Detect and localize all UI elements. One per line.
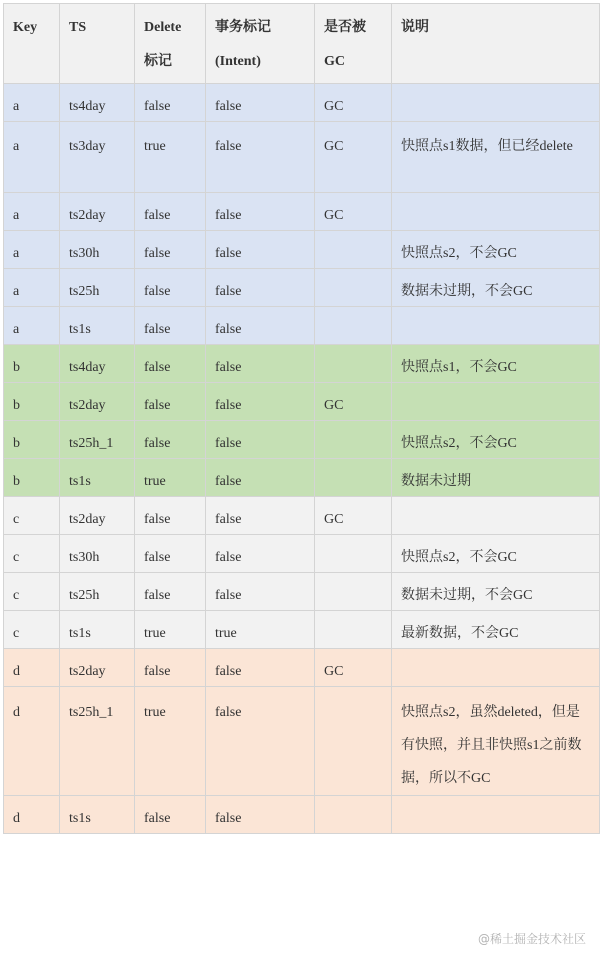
header-note: 说明 — [392, 4, 600, 84]
cell-gc — [315, 459, 392, 497]
table-row — [4, 84, 600, 122]
cell-intent: false — [206, 269, 315, 307]
header-ts: TS — [60, 4, 135, 84]
cell-gc: GC — [315, 193, 392, 231]
cell-gc — [315, 421, 392, 459]
cell-intent: true — [206, 611, 315, 649]
cell-ts: ts2day — [60, 649, 135, 687]
cell-note: 快照点s2，不会GC — [392, 231, 600, 269]
header-gc: 是否被 GC — [315, 4, 392, 84]
cell-gc — [315, 796, 392, 834]
table-row — [4, 573, 600, 611]
table-row — [4, 345, 600, 383]
cell-note — [392, 649, 600, 687]
cell-delete: false — [135, 535, 206, 573]
cell-key: d — [4, 649, 60, 687]
cell-ts: ts1s — [60, 796, 135, 834]
table-row — [4, 459, 600, 497]
table-row — [4, 649, 600, 687]
cell-note — [392, 84, 600, 122]
cell-note: 快照点s1数据，但已经delete — [392, 122, 600, 193]
gc-table — [3, 3, 600, 834]
table-row — [4, 421, 600, 459]
cell-ts: ts2day — [60, 383, 135, 421]
cell-key: a — [4, 269, 60, 307]
cell-ts: ts25h_1 — [60, 687, 135, 796]
table-body — [4, 84, 600, 834]
cell-intent: false — [206, 459, 315, 497]
table-row — [4, 122, 600, 193]
table-row — [4, 611, 600, 649]
cell-ts: ts30h — [60, 231, 135, 269]
cell-delete: false — [135, 307, 206, 345]
cell-gc — [315, 231, 392, 269]
cell-delete: true — [135, 611, 206, 649]
cell-gc — [315, 573, 392, 611]
cell-note: 数据未过期，不会GC — [392, 269, 600, 307]
table-header-row — [4, 4, 600, 84]
cell-note — [392, 383, 600, 421]
cell-note — [392, 193, 600, 231]
cell-key: d — [4, 796, 60, 834]
cell-delete: false — [135, 649, 206, 687]
cell-delete: false — [135, 497, 206, 535]
header-key: Key — [4, 4, 60, 84]
cell-delete: false — [135, 796, 206, 834]
cell-gc — [315, 345, 392, 383]
cell-gc: GC — [315, 649, 392, 687]
cell-note: 快照点s2，不会GC — [392, 535, 600, 573]
cell-delete: true — [135, 459, 206, 497]
cell-intent: false — [206, 497, 315, 535]
cell-gc — [315, 687, 392, 796]
table-row — [4, 497, 600, 535]
cell-key: b — [4, 383, 60, 421]
cell-note: 快照点s1，不会GC — [392, 345, 600, 383]
table-row — [4, 307, 600, 345]
cell-note: 快照点s2，虽然deleted，但是有快照，并且非快照s1之前数据，所以不GC — [392, 687, 600, 796]
cell-ts: ts1s — [60, 459, 135, 497]
cell-gc: GC — [315, 497, 392, 535]
cell-key: b — [4, 459, 60, 497]
cell-note — [392, 307, 600, 345]
cell-note — [392, 796, 600, 834]
cell-delete: false — [135, 269, 206, 307]
cell-intent: false — [206, 383, 315, 421]
cell-delete: true — [135, 687, 206, 796]
cell-delete: false — [135, 383, 206, 421]
cell-intent: false — [206, 122, 315, 193]
cell-delete: false — [135, 231, 206, 269]
cell-note: 最新数据，不会GC — [392, 611, 600, 649]
cell-intent: false — [206, 649, 315, 687]
cell-gc: GC — [315, 84, 392, 122]
table-row — [4, 231, 600, 269]
cell-intent: false — [206, 345, 315, 383]
cell-ts: ts3day — [60, 122, 135, 193]
cell-intent: false — [206, 421, 315, 459]
cell-delete: false — [135, 345, 206, 383]
cell-intent: false — [206, 687, 315, 796]
cell-delete: true — [135, 122, 206, 193]
cell-key: a — [4, 307, 60, 345]
cell-gc: GC — [315, 383, 392, 421]
cell-key: a — [4, 84, 60, 122]
cell-intent: false — [206, 535, 315, 573]
cell-ts: ts1s — [60, 307, 135, 345]
cell-key: a — [4, 193, 60, 231]
table-row — [4, 269, 600, 307]
table-row — [4, 193, 600, 231]
header-intent: 事务标记 (Intent) — [206, 4, 315, 84]
cell-note: 数据未过期 — [392, 459, 600, 497]
watermark: @稀土掘金技术社区 — [477, 932, 586, 946]
table-row — [4, 687, 600, 796]
cell-ts: ts25h_1 — [60, 421, 135, 459]
cell-key: c — [4, 573, 60, 611]
cell-delete: false — [135, 84, 206, 122]
cell-key: c — [4, 497, 60, 535]
table-row — [4, 796, 600, 834]
cell-gc — [315, 611, 392, 649]
cell-key: d — [4, 687, 60, 796]
cell-key: c — [4, 611, 60, 649]
cell-note: 数据未过期，不会GC — [392, 573, 600, 611]
cell-note: 快照点s2，不会GC — [392, 421, 600, 459]
cell-intent: false — [206, 573, 315, 611]
cell-delete: false — [135, 421, 206, 459]
cell-intent: false — [206, 796, 315, 834]
header-delete: Delete 标记 — [135, 4, 206, 84]
cell-key: b — [4, 421, 60, 459]
table-row — [4, 535, 600, 573]
cell-gc: GC — [315, 122, 392, 193]
cell-intent: false — [206, 307, 315, 345]
cell-intent: false — [206, 193, 315, 231]
cell-intent: false — [206, 84, 315, 122]
cell-ts: ts1s — [60, 611, 135, 649]
cell-ts: ts4day — [60, 84, 135, 122]
cell-ts: ts2day — [60, 497, 135, 535]
cell-delete: false — [135, 193, 206, 231]
cell-key: c — [4, 535, 60, 573]
cell-gc — [315, 535, 392, 573]
table-row — [4, 383, 600, 421]
cell-key: b — [4, 345, 60, 383]
cell-key: a — [4, 231, 60, 269]
cell-key: a — [4, 122, 60, 193]
cell-ts: ts25h — [60, 573, 135, 611]
cell-gc — [315, 307, 392, 345]
cell-ts: ts25h — [60, 269, 135, 307]
cell-ts: ts2day — [60, 193, 135, 231]
cell-intent: false — [206, 231, 315, 269]
cell-note — [392, 497, 600, 535]
cell-gc — [315, 269, 392, 307]
cell-ts: ts4day — [60, 345, 135, 383]
cell-ts: ts30h — [60, 535, 135, 573]
cell-delete: false — [135, 573, 206, 611]
